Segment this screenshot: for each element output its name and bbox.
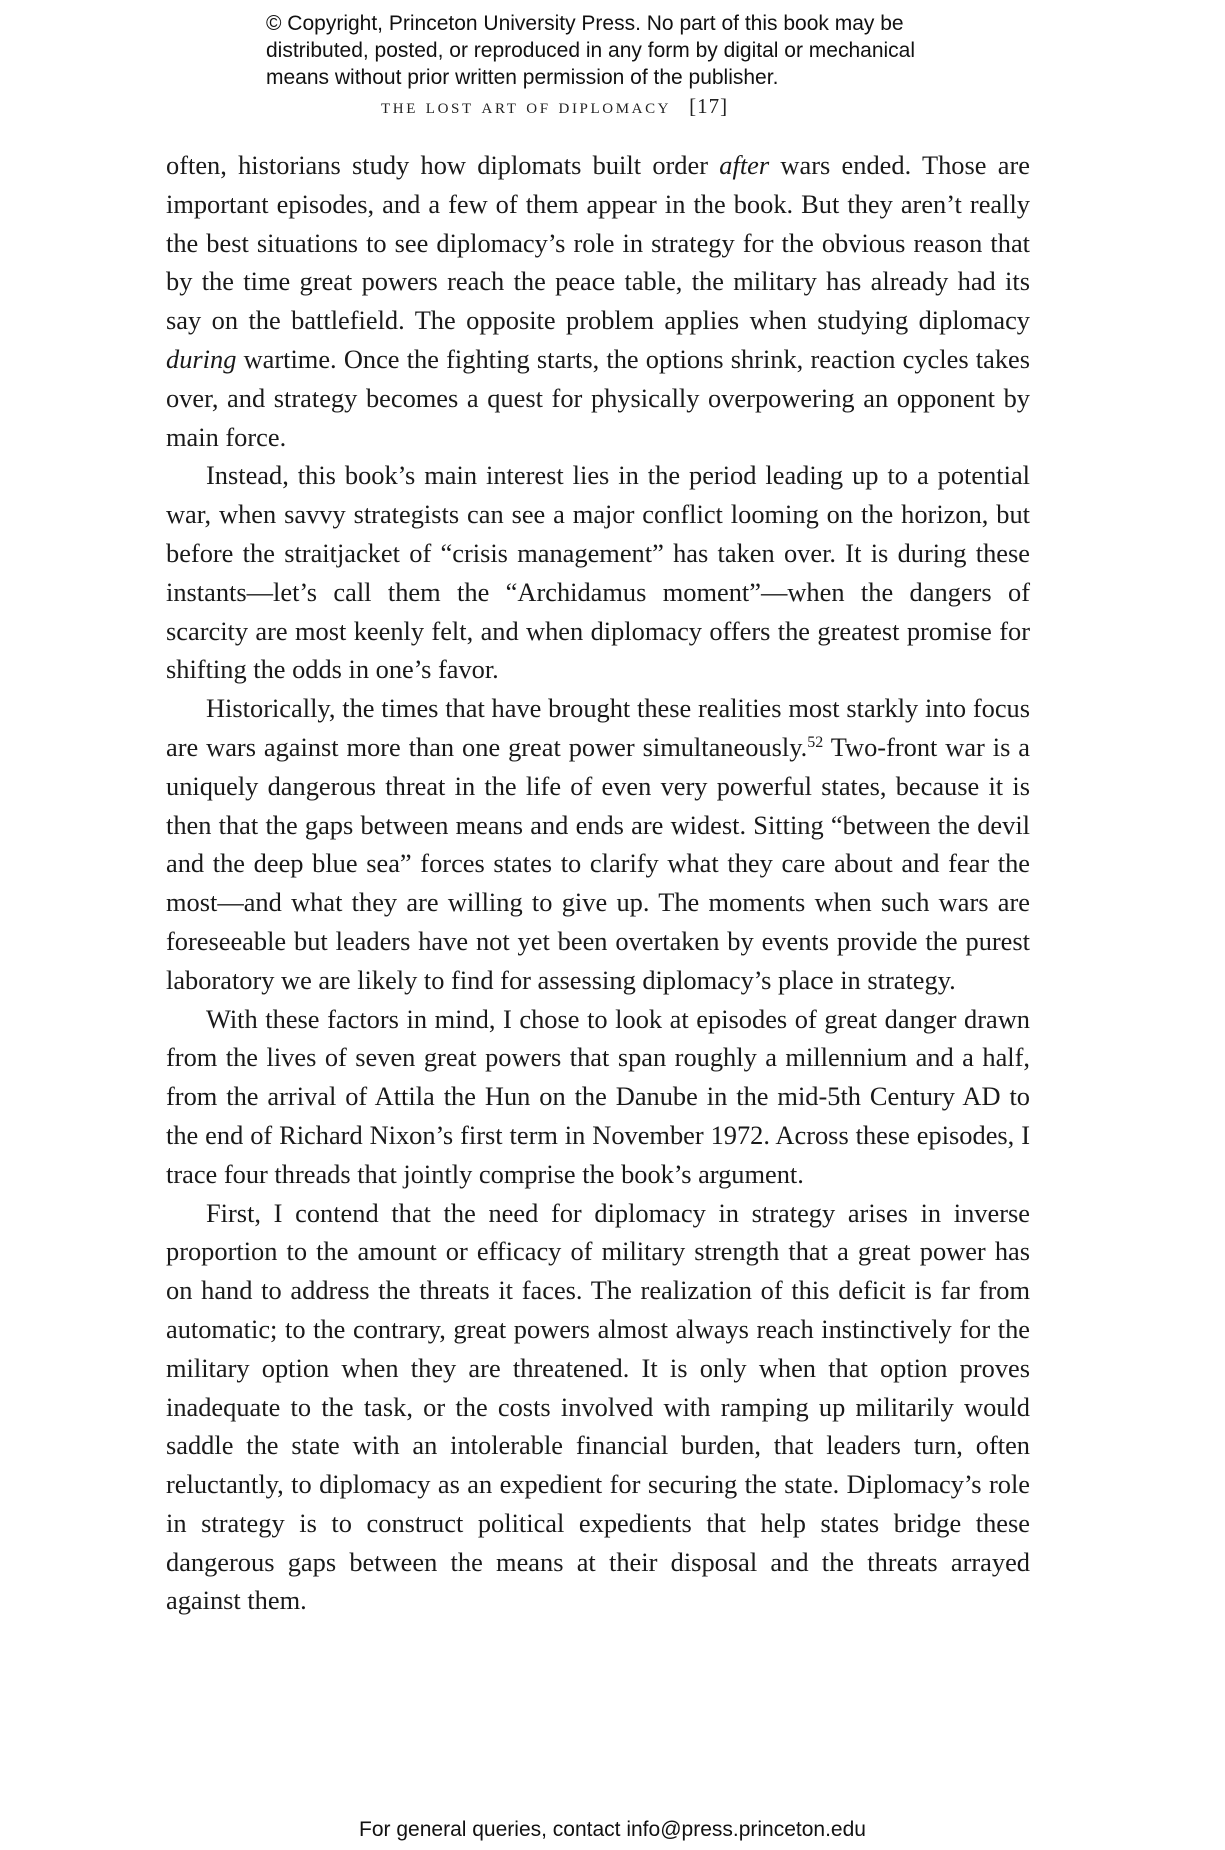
paragraph-text: wartime. Once the fighting starts, the options shrink, reaction cycles takes over, and strategy becomes a quest for physically overpowering an opponent by main force. (166, 343, 1030, 452)
running-head-title: the lost art of diplomacy (381, 94, 672, 118)
paragraph (166, 1194, 1030, 1621)
paragraph-text: Instead, this book’s main interest lies in the period leading up to a potential war, when savvy strategists can see a major conflict looming on the horizon, but before the straitjacket of “crisis management” has taken over. It is during these instants—let’s call them the “Archidamus moment”—when the dangers of scarcity are most keenly felt, and when diplomacy offers the greatest promise for shifting the odds in one’s favor. (166, 460, 1030, 685)
footnote-ref: 52 (807, 733, 824, 751)
paragraph-text: Two-front war is a uniquely dangerous threat in the life of even very powerful states, because it is then that the gaps between means and ends are widest. Sitting “between the devil and the deep blue sea” forces states to clarify what they care about and fear the most—and what they are willing to give up. The moments when such wars are foreseeable but leaders have not yet been overtaken by events provide the purest laboratory we are likely to find for assessing diplomacy’s place in strategy. (166, 731, 1030, 995)
copyright-line: © Copyright, Princeton University Press. No part of this book may be (266, 12, 904, 35)
running-head (381, 94, 728, 119)
copyright-line: means without prior written permission of the publisher. (266, 66, 779, 89)
emphasis-text: after (719, 150, 770, 180)
paragraph (166, 1000, 1030, 1194)
paragraph-text: wars ended. Those are important episodes, and a few of them appear in the book. But they aren’t really the best situations to see diplomacy’s role in strategy for the obvious reason that by the time great powers reach the peace table, the military has already had its say on the battlefield. The opposite problem applies when studying diplomacy (166, 150, 1030, 336)
body-text (166, 146, 1030, 1620)
paragraph (166, 146, 1030, 456)
paragraph (166, 689, 1030, 999)
page-number: [17] (689, 94, 729, 118)
paragraph-text: often, historians study how diplomats built order (166, 150, 720, 180)
paragraph-text: With these factors in mind, I chose to look at episodes of great danger drawn from the lives of seven great powers that span roughly a millennium and a half, from the arrival of Attila the Hun on the Danube in the mid-5th Century AD to the end of Richard Nixon’s first term in November 1972. Across these episodes, I trace four threads that jointly comprise the book’s argument. (166, 1003, 1030, 1189)
paragraph-text: First, I contend that the need for diplomacy in strategy arises in inverse proportion to the amount or efficacy of military strength that a great power has on hand to address the threats it faces. The realization of this deficit is far from automatic; to the contrary, great powers almost always reach instinctively for the military option when they are threatened. It is only when that option proves inadequate to the task, or the costs involved with ramping up militarily would saddle the state with an intolerable financial burden, that leaders turn, often reluctantly, to diplomacy as an expedient for securing the state. Diplomacy’s role in strategy is to construct political expedients that help states bridge these dangerous gaps between the means at their disposal and the threats arrayed against them. (166, 1197, 1030, 1616)
paragraph (166, 456, 1030, 689)
footer-contact: For general queries, contact info@press.princeton.edu (359, 1818, 866, 1841)
emphasis-text: during (166, 343, 237, 374)
paragraph-text: Historically, the times that have brought these realities most starkly into focus are wars against more than one great power simultaneously. (166, 693, 1030, 762)
copyright-notice (266, 10, 1026, 91)
copyright-line: distributed, posted, or reproduced in any form by digital or mechanical (266, 39, 916, 62)
